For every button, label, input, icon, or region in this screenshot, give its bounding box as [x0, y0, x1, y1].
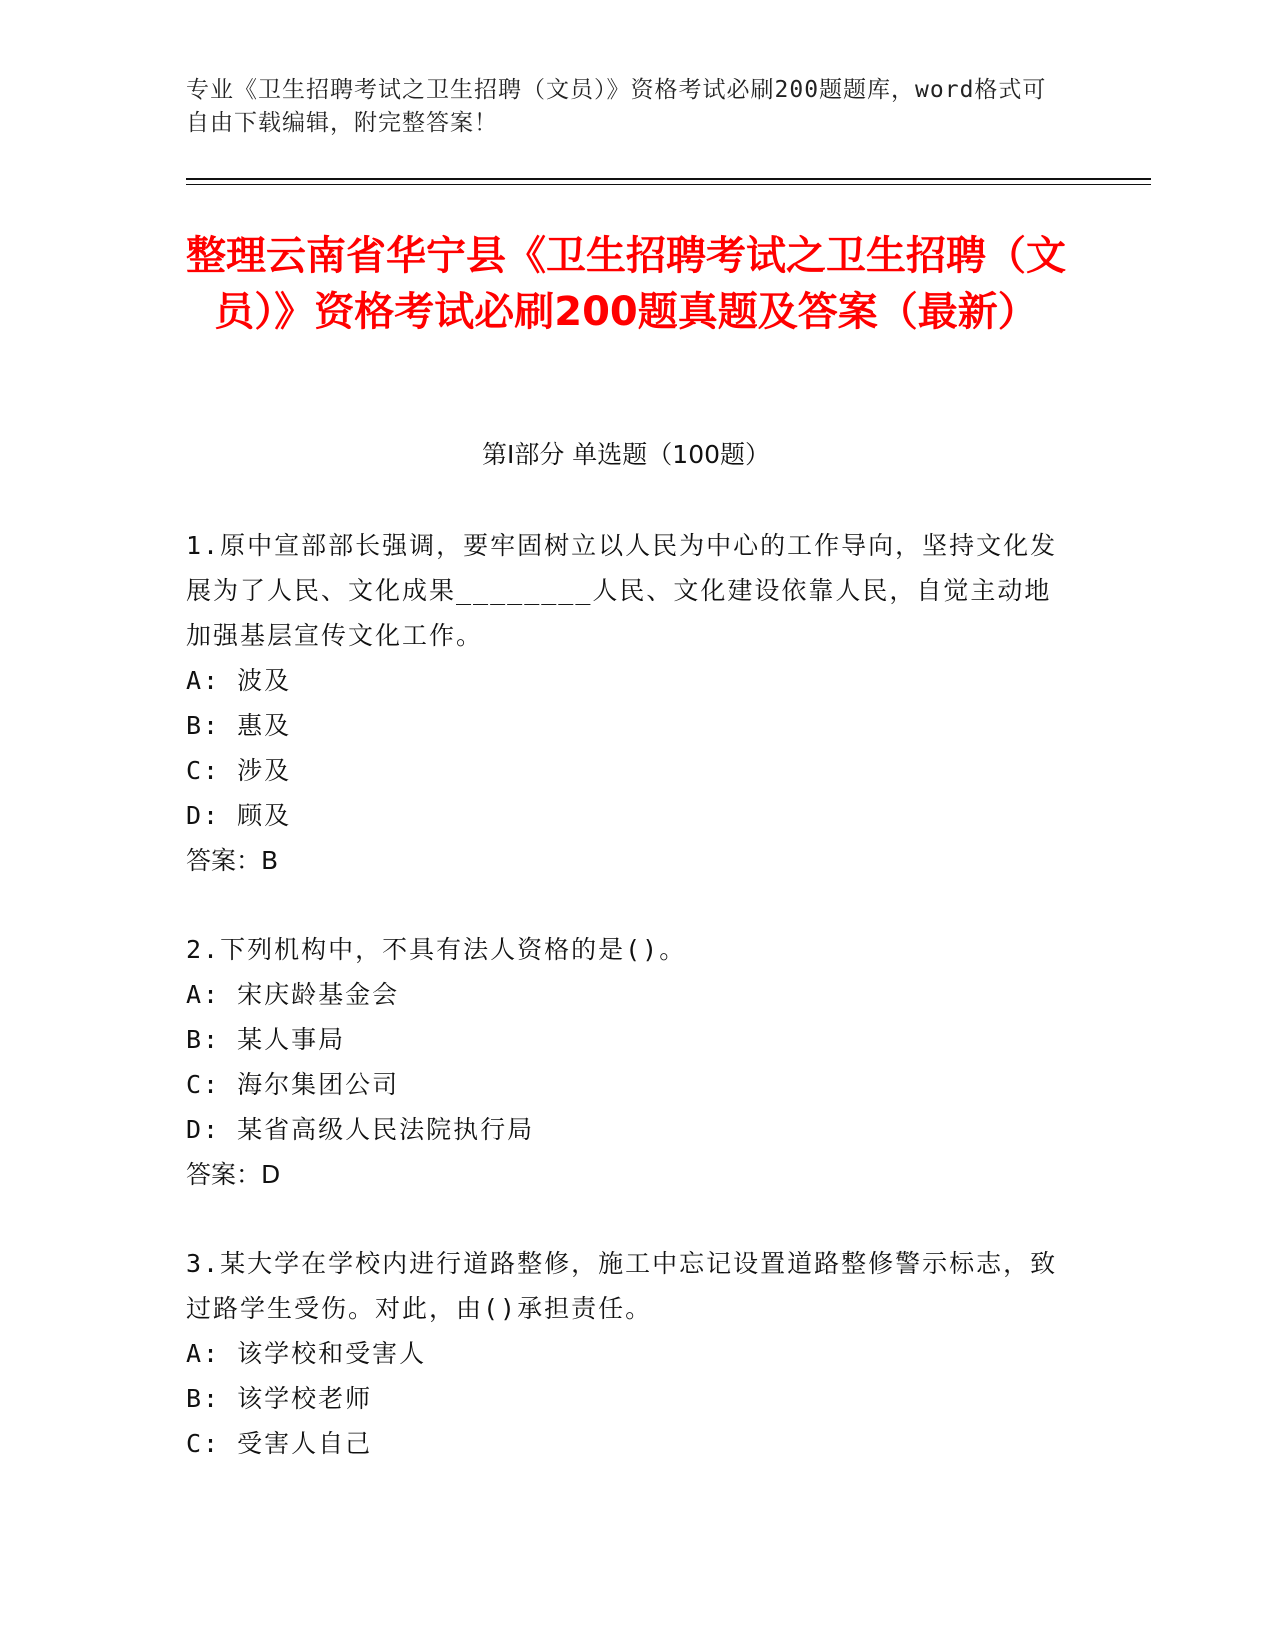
- option-b: B: 某人事局: [186, 1025, 346, 1054]
- option-c: C: 海尔集团公司: [186, 1070, 400, 1099]
- question-2: [186, 927, 1066, 1197]
- option-c: C: 受害人自己: [186, 1429, 373, 1458]
- question-stem: 3.某大学在学校内进行道路整修，施工中忘记设置道路整修警示标志，致过路学生受伤。对此，由()承担责任。: [186, 1249, 1058, 1323]
- header-rule-thin: [186, 184, 1151, 185]
- answer-line: 答案：D: [186, 1160, 281, 1189]
- option-a: A: 宋庆龄基金会: [186, 980, 400, 1009]
- option-a: A: 波及: [186, 666, 292, 695]
- option-d: D: 某省高级人民法院执行局: [186, 1115, 535, 1144]
- question-1: [186, 523, 1066, 883]
- header-rule-thick: [186, 178, 1151, 180]
- question-stem: 2.下列机构中，不具有法人资格的是()。: [186, 935, 687, 964]
- question-stem: 1.原中宣部部长强调，要牢固树立以人民为中心的工作导向，坚持文化发展为了人民、文化成果________人民、文化建设依靠人民，自觉主动地加强基层宣传文化工作。: [186, 531, 1058, 650]
- option-b: B: 该学校老师: [186, 1384, 373, 1413]
- option-b: B: 惠及: [186, 711, 292, 740]
- option-d: D: 顾及: [186, 801, 292, 830]
- document-title: 整理云南省华宁县《卫生招聘考试之卫生招聘（文员）》资格考试必刷200题真题及答案（最新）: [186, 233, 1066, 335]
- option-c: C: 涉及: [186, 756, 292, 785]
- header-note: 专业《卫生招聘考试之卫生招聘（文员）》资格考试必刷200题题库，word格式可自由下载编辑，附完整答案！: [186, 77, 1047, 136]
- section-title: 第I部分 单选题（100题）: [481, 440, 771, 469]
- option-a: A: 该学校和受害人: [186, 1339, 427, 1368]
- answer-line: 答案：B: [186, 846, 279, 875]
- question-list: [186, 523, 1066, 1510]
- question-3: [186, 1241, 1066, 1466]
